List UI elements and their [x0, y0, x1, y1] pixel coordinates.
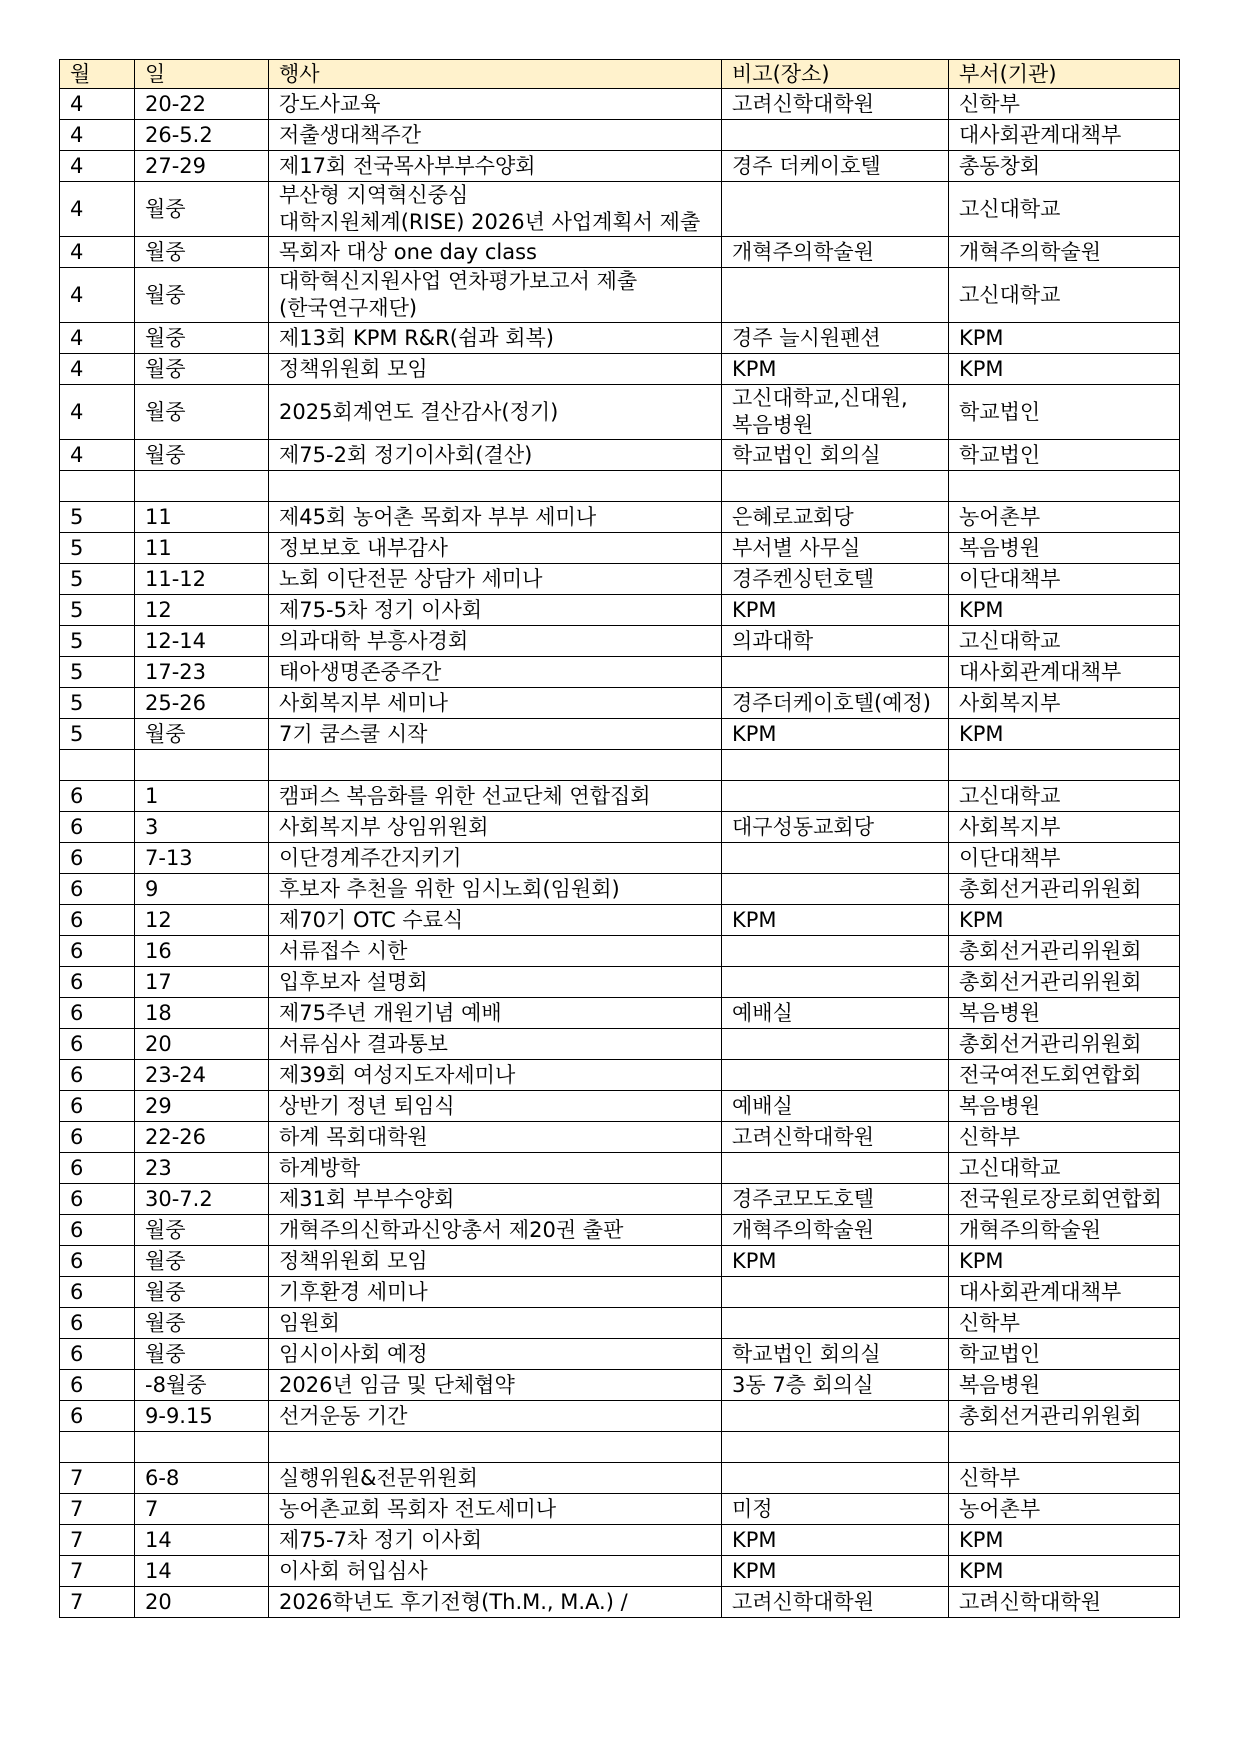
- month-cell: 5: [60, 719, 135, 750]
- table-row: [60, 1494, 1180, 1525]
- event-cell: 제39회 여성지도자세미나: [269, 1060, 722, 1091]
- dept-cell: 사회복지부: [949, 812, 1180, 843]
- day-cell: 11-12: [135, 564, 269, 595]
- day-cell: 23: [135, 1153, 269, 1184]
- event-cell: 정보보호 내부감사: [269, 533, 722, 564]
- day-cell: 26-5.2: [135, 120, 269, 151]
- event-cell: 정책위원회 모임: [269, 1246, 722, 1277]
- header-dept: 부서(기관): [949, 60, 1180, 89]
- table-row: [60, 120, 1180, 151]
- dept-cell: 학교법인: [949, 440, 1180, 471]
- month-cell: 4: [60, 120, 135, 151]
- note-cell: 3동 7층 회의실: [722, 1370, 949, 1401]
- event-cell: 후보자 추천을 위한 임시노회(임원회): [269, 874, 722, 905]
- month-cell: 5: [60, 657, 135, 688]
- month-cell: 6: [60, 905, 135, 936]
- day-cell: 12: [135, 595, 269, 626]
- table-row: [60, 182, 1180, 237]
- note-cell: 경주더케이호텔(예정): [722, 688, 949, 719]
- month-cell: 4: [60, 182, 135, 237]
- month-cell: 4: [60, 268, 135, 323]
- schedule-body: [60, 89, 1180, 1618]
- dept-cell: KPM: [949, 905, 1180, 936]
- event-cell: 2026년 임금 및 단체협약: [269, 1370, 722, 1401]
- table-row: [60, 1339, 1180, 1370]
- note-cell: 예배실: [722, 998, 949, 1029]
- table-row: [60, 1060, 1180, 1091]
- table-row: [60, 533, 1180, 564]
- dept-cell: 고신대학교: [949, 182, 1180, 237]
- note-cell: [722, 1401, 949, 1432]
- table-row: [60, 874, 1180, 905]
- month-cell: 4: [60, 440, 135, 471]
- month-cell: 6: [60, 1339, 135, 1370]
- table-row: [60, 1432, 1180, 1463]
- day-cell: 20: [135, 1029, 269, 1060]
- dept-cell: 신학부: [949, 1308, 1180, 1339]
- note-cell: [722, 936, 949, 967]
- month-cell: 5: [60, 595, 135, 626]
- event-cell: 기후환경 세미나: [269, 1277, 722, 1308]
- event-cell: 제13회 KPM R&R(쉼과 회복): [269, 323, 722, 354]
- event-cell: 상반기 정년 퇴임식: [269, 1091, 722, 1122]
- note-cell: 개혁주의학술원: [722, 237, 949, 268]
- month-cell: 6: [60, 1277, 135, 1308]
- dept-cell: 총회선거관리위원회: [949, 1401, 1180, 1432]
- day-cell: 12: [135, 905, 269, 936]
- table-row: [60, 1401, 1180, 1432]
- note-cell: [722, 843, 949, 874]
- note-cell: 부서별 사무실: [722, 533, 949, 564]
- event-cell: 2025회계연도 결산감사(정기): [269, 385, 722, 440]
- table-row: [60, 936, 1180, 967]
- month-cell: 4: [60, 89, 135, 120]
- event-cell: 하계방학: [269, 1153, 722, 1184]
- day-cell: 월중: [135, 1339, 269, 1370]
- dept-cell: 복음병원: [949, 1091, 1180, 1122]
- table-row: [60, 750, 1180, 781]
- day-cell: 월중: [135, 182, 269, 237]
- event-cell: 제45회 농어촌 목회자 부부 세미나: [269, 502, 722, 533]
- dept-cell: 고신대학교: [949, 268, 1180, 323]
- event-cell: 농어촌교회 목회자 전도세미나: [269, 1494, 722, 1525]
- day-cell: 1: [135, 781, 269, 812]
- note-cell: 경주코모도호텔: [722, 1184, 949, 1215]
- day-cell: 14: [135, 1525, 269, 1556]
- day-cell: -8월중: [135, 1370, 269, 1401]
- event-cell: 제75-5차 정기 이사회: [269, 595, 722, 626]
- dept-cell: KPM: [949, 1525, 1180, 1556]
- day-cell: 11: [135, 533, 269, 564]
- note-cell: [722, 874, 949, 905]
- month-cell: 6: [60, 998, 135, 1029]
- month-cell: 5: [60, 688, 135, 719]
- note-cell: KPM: [722, 354, 949, 385]
- month-cell: 4: [60, 151, 135, 182]
- table-row: [60, 688, 1180, 719]
- day-cell: 18: [135, 998, 269, 1029]
- note-cell: [722, 1463, 949, 1494]
- dept-cell: 총회선거관리위원회: [949, 1029, 1180, 1060]
- event-cell: 서류심사 결과통보: [269, 1029, 722, 1060]
- month-cell: 6: [60, 1153, 135, 1184]
- day-cell: 16: [135, 936, 269, 967]
- dept-cell: 신학부: [949, 89, 1180, 120]
- month-cell: 7: [60, 1494, 135, 1525]
- day-cell: 월중: [135, 268, 269, 323]
- note-cell: 경주 더케이호텔: [722, 151, 949, 182]
- day-cell: 20-22: [135, 89, 269, 120]
- month-cell: [60, 471, 135, 502]
- table-row: [60, 1463, 1180, 1494]
- event-cell: [269, 471, 722, 502]
- table-row: [60, 812, 1180, 843]
- note-cell: KPM: [722, 1525, 949, 1556]
- event-cell: 서류접수 시한: [269, 936, 722, 967]
- day-cell: 3: [135, 812, 269, 843]
- day-cell: 월중: [135, 1215, 269, 1246]
- day-cell: 9-9.15: [135, 1401, 269, 1432]
- day-cell: 27-29: [135, 151, 269, 182]
- dept-cell: 복음병원: [949, 533, 1180, 564]
- dept-cell: 사회복지부: [949, 688, 1180, 719]
- table-row: [60, 657, 1180, 688]
- dept-cell: 개혁주의학술원: [949, 1215, 1180, 1246]
- note-cell: [722, 471, 949, 502]
- table-row: [60, 1122, 1180, 1153]
- header-event: 행사: [269, 60, 722, 89]
- month-cell: 5: [60, 502, 135, 533]
- dept-cell: 총회선거관리위원회: [949, 936, 1180, 967]
- note-cell: [722, 120, 949, 151]
- event-cell: [269, 1432, 722, 1463]
- table-header-row: [60, 60, 1180, 89]
- table-row: [60, 385, 1180, 440]
- table-row: [60, 1277, 1180, 1308]
- event-cell: 하계 목회대학원: [269, 1122, 722, 1153]
- dept-cell: [949, 1432, 1180, 1463]
- note-cell: [722, 781, 949, 812]
- month-cell: 6: [60, 812, 135, 843]
- note-cell: [722, 967, 949, 998]
- month-cell: 6: [60, 1091, 135, 1122]
- month-cell: 6: [60, 1246, 135, 1277]
- note-cell: KPM: [722, 1246, 949, 1277]
- note-cell: KPM: [722, 905, 949, 936]
- note-cell: 의과대학: [722, 626, 949, 657]
- day-cell: 14: [135, 1556, 269, 1587]
- event-cell: 사회복지부 상임위원회: [269, 812, 722, 843]
- table-row: [60, 843, 1180, 874]
- month-cell: 6: [60, 874, 135, 905]
- note-cell: [722, 1308, 949, 1339]
- event-cell: 목회자 대상 one day class: [269, 237, 722, 268]
- note-cell: [722, 1153, 949, 1184]
- note-cell: 학교법인 회의실: [722, 1339, 949, 1370]
- day-cell: 17-23: [135, 657, 269, 688]
- day-cell: 29: [135, 1091, 269, 1122]
- dept-cell: KPM: [949, 323, 1180, 354]
- dept-cell: 전국여전도회연합회: [949, 1060, 1180, 1091]
- dept-cell: 고려신학대학원: [949, 1587, 1180, 1618]
- day-cell: 월중: [135, 237, 269, 268]
- day-cell: 7: [135, 1494, 269, 1525]
- dept-cell: [949, 750, 1180, 781]
- month-cell: 6: [60, 936, 135, 967]
- event-cell: 이사회 허입심사: [269, 1556, 722, 1587]
- event-cell: 캠퍼스 복음화를 위한 선교단체 연합집회: [269, 781, 722, 812]
- event-cell: 사회복지부 세미나: [269, 688, 722, 719]
- event-cell: 제17회 전국목사부부수양회: [269, 151, 722, 182]
- dept-cell: 대사회관계대책부: [949, 1277, 1180, 1308]
- note-cell: 대구성동교회당: [722, 812, 949, 843]
- event-cell: 임원회: [269, 1308, 722, 1339]
- month-cell: 6: [60, 1060, 135, 1091]
- day-cell: 6-8: [135, 1463, 269, 1494]
- dept-cell: 고신대학교: [949, 626, 1180, 657]
- event-cell: 제70기 OTC 수료식: [269, 905, 722, 936]
- day-cell: 23-24: [135, 1060, 269, 1091]
- day-cell: 17: [135, 967, 269, 998]
- day-cell: 월중: [135, 323, 269, 354]
- header-note: 비고(장소): [722, 60, 949, 89]
- dept-cell: 농어촌부: [949, 502, 1180, 533]
- dept-cell: 전국원로장로회연합회: [949, 1184, 1180, 1215]
- dept-cell: 개혁주의학술원: [949, 237, 1180, 268]
- month-cell: 6: [60, 1215, 135, 1246]
- dept-cell: 학교법인: [949, 1339, 1180, 1370]
- dept-cell: 대사회관계대책부: [949, 120, 1180, 151]
- table-row: [60, 564, 1180, 595]
- day-cell: [135, 750, 269, 781]
- dept-cell: 총회선거관리위원회: [949, 967, 1180, 998]
- event-cell: 이단경계주간지키기: [269, 843, 722, 874]
- note-cell: 은혜로교회당: [722, 502, 949, 533]
- day-cell: 월중: [135, 354, 269, 385]
- event-cell: 강도사교육: [269, 89, 722, 120]
- month-cell: [60, 1432, 135, 1463]
- dept-cell: KPM: [949, 719, 1180, 750]
- table-row: [60, 1370, 1180, 1401]
- note-cell: [722, 182, 949, 237]
- month-cell: 7: [60, 1463, 135, 1494]
- table-row: [60, 1184, 1180, 1215]
- month-cell: 6: [60, 781, 135, 812]
- note-cell: [722, 1277, 949, 1308]
- table-row: [60, 1308, 1180, 1339]
- day-cell: 월중: [135, 440, 269, 471]
- month-cell: 6: [60, 967, 135, 998]
- dept-cell: KPM: [949, 1246, 1180, 1277]
- dept-cell: 신학부: [949, 1463, 1180, 1494]
- event-cell: 입후보자 설명회: [269, 967, 722, 998]
- month-cell: 4: [60, 354, 135, 385]
- day-cell: 9: [135, 874, 269, 905]
- month-cell: 7: [60, 1587, 135, 1618]
- month-cell: 6: [60, 1122, 135, 1153]
- event-cell: 제31회 부부수양회: [269, 1184, 722, 1215]
- table-row: [60, 268, 1180, 323]
- dept-cell: KPM: [949, 595, 1180, 626]
- table-row: [60, 502, 1180, 533]
- table-row: [60, 626, 1180, 657]
- table-row: [60, 781, 1180, 812]
- day-cell: [135, 471, 269, 502]
- note-cell: KPM: [722, 595, 949, 626]
- event-cell: 제75주년 개원기념 예배: [269, 998, 722, 1029]
- note-cell: 미정: [722, 1494, 949, 1525]
- event-cell: 2026학년도 후기전형(Th.M., M.A.) /: [269, 1587, 722, 1618]
- table-row: [60, 998, 1180, 1029]
- note-cell: [722, 657, 949, 688]
- month-cell: 5: [60, 626, 135, 657]
- note-cell: 학교법인 회의실: [722, 440, 949, 471]
- note-cell: 고려신학대학원: [722, 1587, 949, 1618]
- table-row: [60, 595, 1180, 626]
- table-row: [60, 1029, 1180, 1060]
- event-cell: 정책위원회 모임: [269, 354, 722, 385]
- month-cell: 7: [60, 1525, 135, 1556]
- event-cell: 부산형 지역혁신중심 대학지원체계(RISE) 2026년 사업계획서 제출: [269, 182, 722, 237]
- note-cell: KPM: [722, 719, 949, 750]
- table-row: [60, 1091, 1180, 1122]
- note-cell: 고신대학교,신대원, 복음병원: [722, 385, 949, 440]
- table-row: [60, 323, 1180, 354]
- month-cell: 7: [60, 1556, 135, 1587]
- note-cell: [722, 1060, 949, 1091]
- event-cell: 7기 쿰스쿨 시작: [269, 719, 722, 750]
- event-cell: 임시이사회 예정: [269, 1339, 722, 1370]
- month-cell: 6: [60, 1370, 135, 1401]
- dept-cell: [949, 471, 1180, 502]
- event-cell: 선거운동 기간: [269, 1401, 722, 1432]
- dept-cell: 총동창회: [949, 151, 1180, 182]
- month-cell: 4: [60, 237, 135, 268]
- day-cell: 월중: [135, 1277, 269, 1308]
- dept-cell: 농어촌부: [949, 1494, 1180, 1525]
- table-row: [60, 89, 1180, 120]
- event-cell: 개혁주의신학과신앙총서 제20권 출판: [269, 1215, 722, 1246]
- day-cell: 20: [135, 1587, 269, 1618]
- month-cell: 6: [60, 1184, 135, 1215]
- month-cell: 6: [60, 1308, 135, 1339]
- note-cell: 개혁주의학술원: [722, 1215, 949, 1246]
- note-cell: [722, 1432, 949, 1463]
- dept-cell: 복음병원: [949, 998, 1180, 1029]
- day-cell: 월중: [135, 719, 269, 750]
- month-cell: [60, 750, 135, 781]
- note-cell: KPM: [722, 1556, 949, 1587]
- table-row: [60, 151, 1180, 182]
- table-row: [60, 354, 1180, 385]
- note-cell: [722, 1029, 949, 1060]
- table-row: [60, 440, 1180, 471]
- schedule-table: [59, 59, 1180, 1618]
- table-row: [60, 1215, 1180, 1246]
- dept-cell: 고신대학교: [949, 781, 1180, 812]
- note-cell: [722, 750, 949, 781]
- day-cell: 22-26: [135, 1122, 269, 1153]
- note-cell: 고려신학대학원: [722, 1122, 949, 1153]
- day-cell: [135, 1432, 269, 1463]
- event-cell: [269, 750, 722, 781]
- table-row: [60, 719, 1180, 750]
- note-cell: 경주켄싱턴호텔: [722, 564, 949, 595]
- dept-cell: KPM: [949, 354, 1180, 385]
- dept-cell: KPM: [949, 1556, 1180, 1587]
- event-cell: 태아생명존중주간: [269, 657, 722, 688]
- table-row: [60, 1246, 1180, 1277]
- day-cell: 25-26: [135, 688, 269, 719]
- dept-cell: 학교법인: [949, 385, 1180, 440]
- month-cell: 4: [60, 385, 135, 440]
- event-cell: 노회 이단전문 상담가 세미나: [269, 564, 722, 595]
- month-cell: 5: [60, 564, 135, 595]
- dept-cell: 신학부: [949, 1122, 1180, 1153]
- day-cell: 7-13: [135, 843, 269, 874]
- day-cell: 월중: [135, 385, 269, 440]
- note-cell: 예배실: [722, 1091, 949, 1122]
- month-cell: 6: [60, 843, 135, 874]
- header-month: 월: [60, 60, 135, 89]
- dept-cell: 대사회관계대책부: [949, 657, 1180, 688]
- event-cell: 실행위원&전문위원회: [269, 1463, 722, 1494]
- month-cell: 4: [60, 323, 135, 354]
- header-day: 일: [135, 60, 269, 89]
- day-cell: 월중: [135, 1308, 269, 1339]
- day-cell: 30-7.2: [135, 1184, 269, 1215]
- table-row: [60, 967, 1180, 998]
- table-row: [60, 1556, 1180, 1587]
- table-row: [60, 905, 1180, 936]
- table-row: [60, 237, 1180, 268]
- table-row: [60, 1525, 1180, 1556]
- event-cell: 제75-2회 정기이사회(결산): [269, 440, 722, 471]
- dept-cell: 복음병원: [949, 1370, 1180, 1401]
- day-cell: 월중: [135, 1246, 269, 1277]
- month-cell: 6: [60, 1029, 135, 1060]
- month-cell: 6: [60, 1401, 135, 1432]
- event-cell: 저출생대책주간: [269, 120, 722, 151]
- note-cell: [722, 268, 949, 323]
- month-cell: 5: [60, 533, 135, 564]
- table-row: [60, 1587, 1180, 1618]
- dept-cell: 이단대책부: [949, 843, 1180, 874]
- event-cell: 의과대학 부흥사경회: [269, 626, 722, 657]
- note-cell: 고려신학대학원: [722, 89, 949, 120]
- dept-cell: 총회선거관리위원회: [949, 874, 1180, 905]
- day-cell: 11: [135, 502, 269, 533]
- dept-cell: 이단대책부: [949, 564, 1180, 595]
- event-cell: 제75-7차 정기 이사회: [269, 1525, 722, 1556]
- event-cell: 대학혁신지원사업 연차평가보고서 제출 (한국연구재단): [269, 268, 722, 323]
- note-cell: 경주 늘시원펜션: [722, 323, 949, 354]
- day-cell: 12-14: [135, 626, 269, 657]
- table-row: [60, 471, 1180, 502]
- table-row: [60, 1153, 1180, 1184]
- dept-cell: 고신대학교: [949, 1153, 1180, 1184]
